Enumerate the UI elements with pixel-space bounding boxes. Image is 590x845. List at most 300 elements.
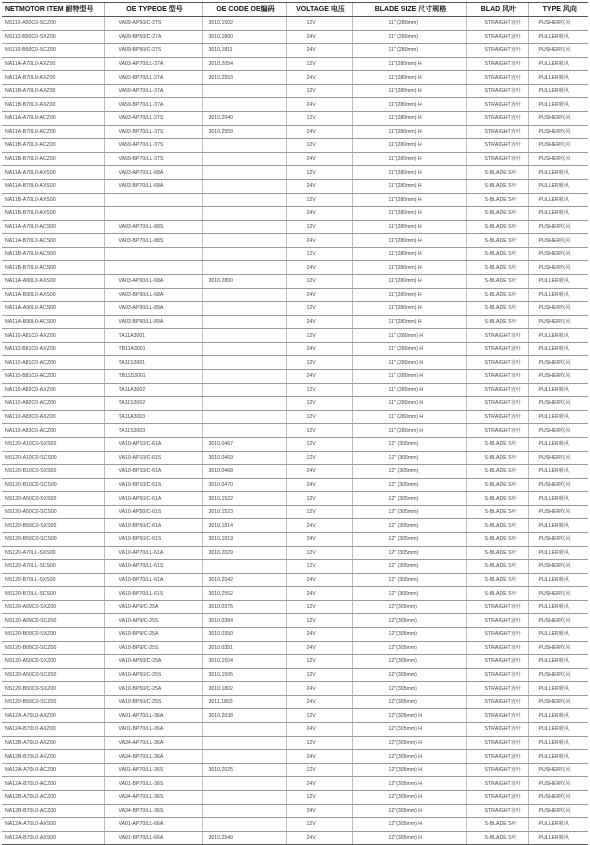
oe-type-cell: VA34-AP70/LL-36A [104, 736, 202, 750]
voltage-cell: 24V [286, 30, 352, 44]
netmotor-item-cell: NA12A-B70L0-ACZ00 [2, 777, 104, 791]
type-cell: PUSHER吹风 [528, 247, 588, 261]
blade-size-cell: 12"(305mm) H [352, 831, 466, 845]
type-cell: PUSHER吹风 [528, 532, 588, 546]
netmotor-item-cell: NS120-A50C0-SXS00 [2, 492, 104, 506]
oe-code-cell [202, 424, 286, 438]
oe-type-cell: VA03-AP70/LL-37S [104, 112, 202, 126]
header-oe-type: OE TYPEOE 型号 [104, 3, 202, 17]
oe-code-cell: 3010.1802 [202, 682, 286, 696]
type-cell: PULLER吸风 [528, 57, 588, 71]
table-header [2, 3, 588, 17]
type-cell: PULLER吸风 [528, 465, 588, 479]
oe-code-cell [202, 247, 286, 261]
blade-cell: STRAIGHT直叶 [466, 750, 528, 764]
blade-cell: STRAIGHT直叶 [466, 600, 528, 614]
table-row [2, 274, 588, 288]
blade-size-cell: 11"(280mm) H [352, 315, 466, 329]
netmotor-item-cell: NA110-A81C0-ACZ00 [2, 356, 104, 370]
blade-size-cell: 12"(305mm) [352, 614, 466, 628]
voltage-cell: 24V [286, 587, 352, 601]
table-row [2, 370, 588, 384]
oe-type-cell: VA10-AP10/C-61S [104, 451, 202, 465]
type-cell: PULLER吸风 [528, 546, 588, 560]
oe-code-cell [202, 193, 286, 207]
netmotor-item-cell: NA11A-A70L0-ACZ00 [2, 112, 104, 126]
voltage-cell: 12V [286, 274, 352, 288]
type-cell: PUSHER吹风 [528, 777, 588, 791]
blade-cell: S-BLADE S叶 [466, 587, 528, 601]
oe-code-cell: 3010.0468 [202, 465, 286, 479]
blade-cell: S-BLADE S叶 [466, 465, 528, 479]
oe-code-cell: 3010.1502 [202, 17, 286, 31]
oe-type-cell: VA10-BP9/C-25S [104, 641, 202, 655]
table-row [2, 723, 588, 737]
blade-cell: STRAIGHT直叶 [466, 84, 528, 98]
blade-size-cell: 11"(280mm) H [352, 139, 466, 153]
oe-type-cell: VA10-BP50/C-25A [104, 682, 202, 696]
type-cell: PULLER吸风 [528, 329, 588, 343]
oe-code-cell [202, 139, 286, 153]
netmotor-item-cell: NA11B-A70L0-ACZ00 [2, 139, 104, 153]
oe-type-cell: VA59-BP70/LL-37A [104, 98, 202, 112]
oe-code-cell: 3010.2040 [202, 112, 286, 126]
netmotor-item-cell: NA12B-A70L0-AXZ00 [2, 736, 104, 750]
table-row [2, 587, 588, 601]
blade-size-cell: 12" (305mm) [352, 492, 466, 506]
oe-code-cell: 3010.2559 [202, 125, 286, 139]
voltage-cell: 24V [286, 98, 352, 112]
table-row [2, 57, 588, 71]
type-cell: PULLER吸风 [528, 410, 588, 424]
oe-code-cell [202, 179, 286, 193]
blade-size-cell: 12"(305mm) H [352, 763, 466, 777]
oe-code-cell [202, 261, 286, 275]
netmotor-item-cell: NS120-A10C0-SXS00 [2, 437, 104, 451]
voltage-cell: 24V [286, 152, 352, 166]
blade-size-cell: 12"(305mm) [352, 695, 466, 709]
type-cell: PUSHER吹风 [528, 261, 588, 275]
table-row [2, 492, 588, 506]
blade-cell: S-BLADE S叶 [466, 478, 528, 492]
netmotor-item-cell: NS110-A50C0-SCZ00 [2, 17, 104, 31]
table-row [2, 356, 588, 370]
voltage-cell: 12V [286, 356, 352, 370]
type-cell: PULLER吸风 [528, 709, 588, 723]
type-cell: PUSHER吹风 [528, 356, 588, 370]
blade-cell: S-BLADE S叶 [466, 818, 528, 832]
type-cell: PUSHER吹风 [528, 125, 588, 139]
table-row [2, 600, 588, 614]
netmotor-item-cell: NA110-B81C0-AXZ00 [2, 342, 104, 356]
voltage-cell: 12V [286, 560, 352, 574]
oe-code-cell [202, 166, 286, 180]
type-cell: PULLER吸风 [528, 84, 588, 98]
type-cell: PULLER吸风 [528, 98, 588, 112]
blade-cell: STRAIGHT直叶 [466, 424, 528, 438]
netmotor-item-cell: NS120-A50C0-SCZ00 [2, 668, 104, 682]
blade-size-cell: 11" (280mm) H [352, 329, 466, 343]
table-row [2, 763, 588, 777]
blade-size-cell: 11"(280mm) H [352, 302, 466, 316]
oe-type-cell [104, 261, 202, 275]
blade-cell: STRAIGHT直叶 [466, 397, 528, 411]
voltage-cell: 24V [286, 695, 352, 709]
blade-size-cell: 11"(280mm) H [352, 261, 466, 275]
oe-type-cell: VA10-BP10/C-61A [104, 465, 202, 479]
voltage-cell: 12V [286, 302, 352, 316]
oe-code-cell [202, 98, 286, 112]
blade-cell: S-BLADE S叶 [466, 315, 528, 329]
voltage-cell: 12V [286, 397, 352, 411]
table-row [2, 220, 588, 234]
netmotor-item-cell: NS120-A50C0-SCS00 [2, 505, 104, 519]
oe-code-cell [202, 397, 286, 411]
table-row [2, 98, 588, 112]
oe-type-cell: VA01-AP70/LL-66A [104, 818, 202, 832]
netmotor-item-cell: NA11A-B70L0-ACZ00 [2, 125, 104, 139]
voltage-cell: 12V [286, 17, 352, 31]
blade-size-cell: 12"(305mm) H [352, 709, 466, 723]
type-cell: PUSHER吹风 [528, 315, 588, 329]
voltage-cell: 24V [286, 207, 352, 221]
blade-size-cell: 12" (305mm) [352, 546, 466, 560]
netmotor-item-cell: NA12B-B70L0-AXZ00 [2, 750, 104, 764]
netmotor-item-cell: NS120-A09C0-SXZ00 [2, 600, 104, 614]
blade-cell: STRAIGHT直叶 [466, 370, 528, 384]
oe-code-cell [202, 777, 286, 791]
table-row [2, 478, 588, 492]
blade-cell: STRAIGHT直叶 [466, 342, 528, 356]
voltage-cell: 12V [286, 668, 352, 682]
oe-type-cell: TA11S3001 [104, 356, 202, 370]
oe-type-cell: VA10-AP50/C-25A [104, 655, 202, 669]
blade-size-cell: 12" (305mm) [352, 478, 466, 492]
voltage-cell: 12V [286, 410, 352, 424]
oe-code-cell: 3010.1819 [202, 532, 286, 546]
oe-type-cell: VA10-BP70/LL-61S [104, 587, 202, 601]
table-row [2, 410, 588, 424]
netmotor-item-cell: NA11A-A70L0-AXZ00 [2, 57, 104, 71]
netmotor-item-cell: NA11B-A70L0-ACS00 [2, 247, 104, 261]
oe-code-cell: 3010.0350 [202, 628, 286, 642]
blade-size-cell: 11" (280mm) H [352, 342, 466, 356]
type-cell: PUSHER吹风 [528, 424, 588, 438]
blade-size-cell: 11" (280mm) [352, 44, 466, 58]
netmotor-item-cell: NS120-B10C0-SCS00 [2, 478, 104, 492]
header-blade: BLAD 风叶 [466, 3, 528, 17]
type-cell: PULLER吸风 [528, 288, 588, 302]
blade-cell: STRAIGHT直叶 [466, 763, 528, 777]
blade-size-cell: 11"(280mm) H [352, 288, 466, 302]
table-row [2, 777, 588, 791]
type-cell: PUSHER吹风 [528, 112, 588, 126]
oe-code-cell: 3010.0470 [202, 478, 286, 492]
type-cell: PULLER吸风 [528, 628, 588, 642]
oe-code-cell [202, 356, 286, 370]
netmotor-item-cell: NA11B-B70L0-AXZ00 [2, 98, 104, 112]
type-cell: PULLER吸风 [528, 682, 588, 696]
blade-size-cell: 12"(305mm) H [352, 723, 466, 737]
netmotor-item-cell: NS120-A50C0-SXZ00 [2, 655, 104, 669]
voltage-cell: 24V [286, 573, 352, 587]
blade-cell: STRAIGHT直叶 [466, 628, 528, 642]
netmotor-item-cell: NA11A-A70L0-AXS00 [2, 166, 104, 180]
voltage-cell: 12V [286, 112, 352, 126]
oe-type-cell: VA01-AP70/LL-36A [104, 709, 202, 723]
type-cell: PULLER吸风 [528, 30, 588, 44]
blade-cell: STRAIGHT直叶 [466, 682, 528, 696]
blade-cell: STRAIGHT直叶 [466, 57, 528, 71]
table-row [2, 655, 588, 669]
oe-type-cell: VA10-BP50/C-25S [104, 695, 202, 709]
voltage-cell: 12V [286, 736, 352, 750]
blade-size-cell: 12" (305mm) [352, 437, 466, 451]
table-row [2, 71, 588, 85]
oe-code-cell: 3010.2549 [202, 831, 286, 845]
oe-type-cell: TA11S3003 [104, 424, 202, 438]
netmotor-item-cell: NS120-B70LL-SCS00 [2, 587, 104, 601]
oe-type-cell: VA10-BP70/LL-61A [104, 573, 202, 587]
type-cell: PULLER吸风 [528, 750, 588, 764]
table-row [2, 668, 588, 682]
table-row [2, 44, 588, 58]
table-row [2, 139, 588, 153]
blade-size-cell: 11" (280mm) H [352, 410, 466, 424]
oe-code-cell [202, 736, 286, 750]
blade-size-cell: 11"(280mm) H [352, 193, 466, 207]
type-cell: PULLER吸风 [528, 207, 588, 221]
oe-type-cell: VA10-AP70/LL-61S [104, 560, 202, 574]
blade-size-cell: 11" (280mm) H [352, 356, 466, 370]
table-row [2, 207, 588, 221]
oe-code-cell [202, 220, 286, 234]
table-row [2, 614, 588, 628]
oe-type-cell: VA09-BP50/C-27A [104, 30, 202, 44]
type-cell: PUSHER吹风 [528, 139, 588, 153]
type-cell: PULLER吸风 [528, 519, 588, 533]
oe-code-cell [202, 288, 286, 302]
blade-cell: S-BLADE S叶 [466, 193, 528, 207]
table-row [2, 179, 588, 193]
table-row [2, 804, 588, 818]
oe-code-cell [202, 152, 286, 166]
blade-size-cell: 11" (280mm) [352, 17, 466, 31]
voltage-cell: 12V [286, 655, 352, 669]
oe-type-cell: VA03-AP90/LL-89A [104, 302, 202, 316]
oe-type-cell: VA59-AP70/LL-37S [104, 139, 202, 153]
blade-cell: STRAIGHT直叶 [466, 777, 528, 791]
fan-spec-table [2, 2, 588, 845]
blade-cell: S-BLADE S叶 [466, 207, 528, 221]
blade-size-cell: 11" (280mm) H [352, 370, 466, 384]
table-row [2, 397, 588, 411]
blade-size-cell: 11" (280mm) H [352, 424, 466, 438]
blade-size-cell: 11"(280mm) H [352, 98, 466, 112]
netmotor-item-cell: NS120-B10C0-SXS00 [2, 465, 104, 479]
oe-code-cell: 3010.2025 [202, 763, 286, 777]
voltage-cell: 12V [286, 451, 352, 465]
netmotor-item-cell: NA12B-B70L0-ACZ00 [2, 804, 104, 818]
blade-size-cell: 11"(280mm) H [352, 234, 466, 248]
type-cell: PULLER吸风 [528, 600, 588, 614]
voltage-cell: 12V [286, 329, 352, 343]
type-cell: PUSHER吹风 [528, 560, 588, 574]
blade-size-cell: 12"(305mm) H [352, 804, 466, 818]
oe-type-cell: VA59-AP70/LL-37A [104, 84, 202, 98]
table-row [2, 302, 588, 316]
type-cell: PULLER吸风 [528, 383, 588, 397]
table-row [2, 831, 588, 845]
voltage-cell: 24V [286, 750, 352, 764]
table-row [2, 437, 588, 451]
table-row [2, 532, 588, 546]
blade-cell: S-BLADE S叶 [466, 261, 528, 275]
oe-code-cell: 3010.1811 [202, 44, 286, 58]
blade-size-cell: 12"(305mm) [352, 600, 466, 614]
voltage-cell: 24V [286, 370, 352, 384]
oe-type-cell: VA10-AP50/C-61S [104, 505, 202, 519]
oe-type-cell: TB11A3001 [104, 342, 202, 356]
blade-size-cell: 11"(280mm) H [352, 57, 466, 71]
voltage-cell: 24V [286, 628, 352, 642]
table-row [2, 628, 588, 642]
oe-code-cell [202, 804, 286, 818]
netmotor-item-cell: NS120-A09C0-SCZ00 [2, 614, 104, 628]
table-row [2, 30, 588, 44]
voltage-cell: 12V [286, 220, 352, 234]
type-cell: PUSHER吹风 [528, 641, 588, 655]
netmotor-item-cell: NA12A-B70L0-AXS00 [2, 831, 104, 845]
netmotor-item-cell: NA110-B81C0-ACZ00 [2, 370, 104, 384]
oe-type-cell [104, 193, 202, 207]
table-row [2, 125, 588, 139]
voltage-cell: 12V [286, 139, 352, 153]
type-cell: PUSHER吹风 [528, 614, 588, 628]
blade-cell: S-BLADE S叶 [466, 519, 528, 533]
oe-type-cell: TA11S3002 [104, 397, 202, 411]
oe-type-cell: VA03-BP70/LL-88S [104, 234, 202, 248]
oe-code-cell: 3010.1504 [202, 655, 286, 669]
table-row [2, 709, 588, 723]
type-cell: PUSHER吹风 [528, 695, 588, 709]
blade-cell: STRAIGHT直叶 [466, 655, 528, 669]
table-row [2, 288, 588, 302]
blade-size-cell: 11" (280mm) [352, 30, 466, 44]
table-row [2, 505, 588, 519]
oe-code-cell [202, 410, 286, 424]
table-row [2, 84, 588, 98]
netmotor-item-cell: NA11A-B90L0-ACS00 [2, 315, 104, 329]
netmotor-item-cell: NA11A-B70L0-AXZ00 [2, 71, 104, 85]
voltage-cell: 24V [286, 641, 352, 655]
blade-cell: S-BLADE S叶 [466, 532, 528, 546]
oe-type-cell: VA03-AP70/LL-88S [104, 220, 202, 234]
table-row [2, 560, 588, 574]
blade-cell: STRAIGHT直叶 [466, 329, 528, 343]
voltage-cell: 24V [286, 682, 352, 696]
type-cell: PULLER吸风 [528, 736, 588, 750]
netmotor-item-cell: NA12A-B70L0-AXZ00 [2, 723, 104, 737]
oe-code-cell: 3010.0384 [202, 614, 286, 628]
blade-size-cell: 11"(280mm) H [352, 220, 466, 234]
voltage-cell: 24V [286, 478, 352, 492]
blade-cell: STRAIGHT直叶 [466, 736, 528, 750]
oe-code-cell: 3010.0467 [202, 437, 286, 451]
oe-code-cell [202, 302, 286, 316]
oe-code-cell: 3010.2054 [202, 57, 286, 71]
blade-size-cell: 12" (305mm) [352, 532, 466, 546]
table-row [2, 682, 588, 696]
netmotor-item-cell: NA11A-B70L0-AXS00 [2, 179, 104, 193]
oe-type-cell: VA03-BP90/LL-68A [104, 288, 202, 302]
table-row [2, 573, 588, 587]
table-row [2, 750, 588, 764]
oe-code-cell [202, 370, 286, 384]
oe-type-cell: VA03-AP70/LL-68A [104, 166, 202, 180]
blade-size-cell: 11"(280mm) H [352, 179, 466, 193]
oe-type-cell: TA11A3003 [104, 410, 202, 424]
oe-code-cell: 3010.2038 [202, 709, 286, 723]
blade-cell: STRAIGHT直叶 [466, 614, 528, 628]
voltage-cell: 24V [286, 44, 352, 58]
type-cell: PULLER吸风 [528, 342, 588, 356]
voltage-cell: 12V [286, 57, 352, 71]
blade-cell: STRAIGHT直叶 [466, 641, 528, 655]
oe-type-cell: VA09-AP50/C-27S [104, 17, 202, 31]
blade-cell: S-BLADE S叶 [466, 234, 528, 248]
blade-cell: STRAIGHT直叶 [466, 790, 528, 804]
oe-type-cell: TB11S3001 [104, 370, 202, 384]
blade-size-cell: 11"(280mm) H [352, 247, 466, 261]
oe-type-cell: VA10-AP50/C-61A [104, 492, 202, 506]
voltage-cell: 12V [286, 383, 352, 397]
voltage-cell: 12V [286, 709, 352, 723]
oe-code-cell: 3011.1803 [202, 695, 286, 709]
type-cell: PUSHER吹风 [528, 587, 588, 601]
oe-code-cell [202, 723, 286, 737]
oe-code-cell: 3010.1800 [202, 30, 286, 44]
netmotor-item-cell: NA12A-A70L0-ACZ00 [2, 763, 104, 777]
blade-cell: S-BLADE S叶 [466, 220, 528, 234]
type-cell: PUSHER吹风 [528, 763, 588, 777]
table-row [2, 736, 588, 750]
oe-code-cell [202, 342, 286, 356]
voltage-cell: 24V [286, 71, 352, 85]
oe-type-cell: VA10-BP50/C-61S [104, 532, 202, 546]
type-cell: PUSHER吹风 [528, 17, 588, 31]
voltage-cell: 24V [286, 342, 352, 356]
oe-code-cell: 3010.0375 [202, 600, 286, 614]
table-row [2, 315, 588, 329]
blade-cell: STRAIGHT直叶 [466, 356, 528, 370]
table-body [2, 17, 588, 845]
type-cell: PULLER吸风 [528, 193, 588, 207]
oe-code-cell [202, 234, 286, 248]
blade-size-cell: 12"(305mm) [352, 655, 466, 669]
netmotor-item-cell: NA11A-A90L0-ACS00 [2, 302, 104, 316]
type-cell: PUSHER吹风 [528, 451, 588, 465]
oe-code-cell: 3010.0469 [202, 451, 286, 465]
blade-size-cell: 12"(305mm) H [352, 736, 466, 750]
voltage-cell: 12V [286, 424, 352, 438]
blade-size-cell: 11"(280mm) H [352, 152, 466, 166]
blade-cell: STRAIGHT直叶 [466, 410, 528, 424]
type-cell: PULLER吸风 [528, 655, 588, 669]
blade-cell: S-BLADE S叶 [466, 831, 528, 845]
voltage-cell: 24V [286, 315, 352, 329]
blade-size-cell: 12"(305mm) [352, 682, 466, 696]
